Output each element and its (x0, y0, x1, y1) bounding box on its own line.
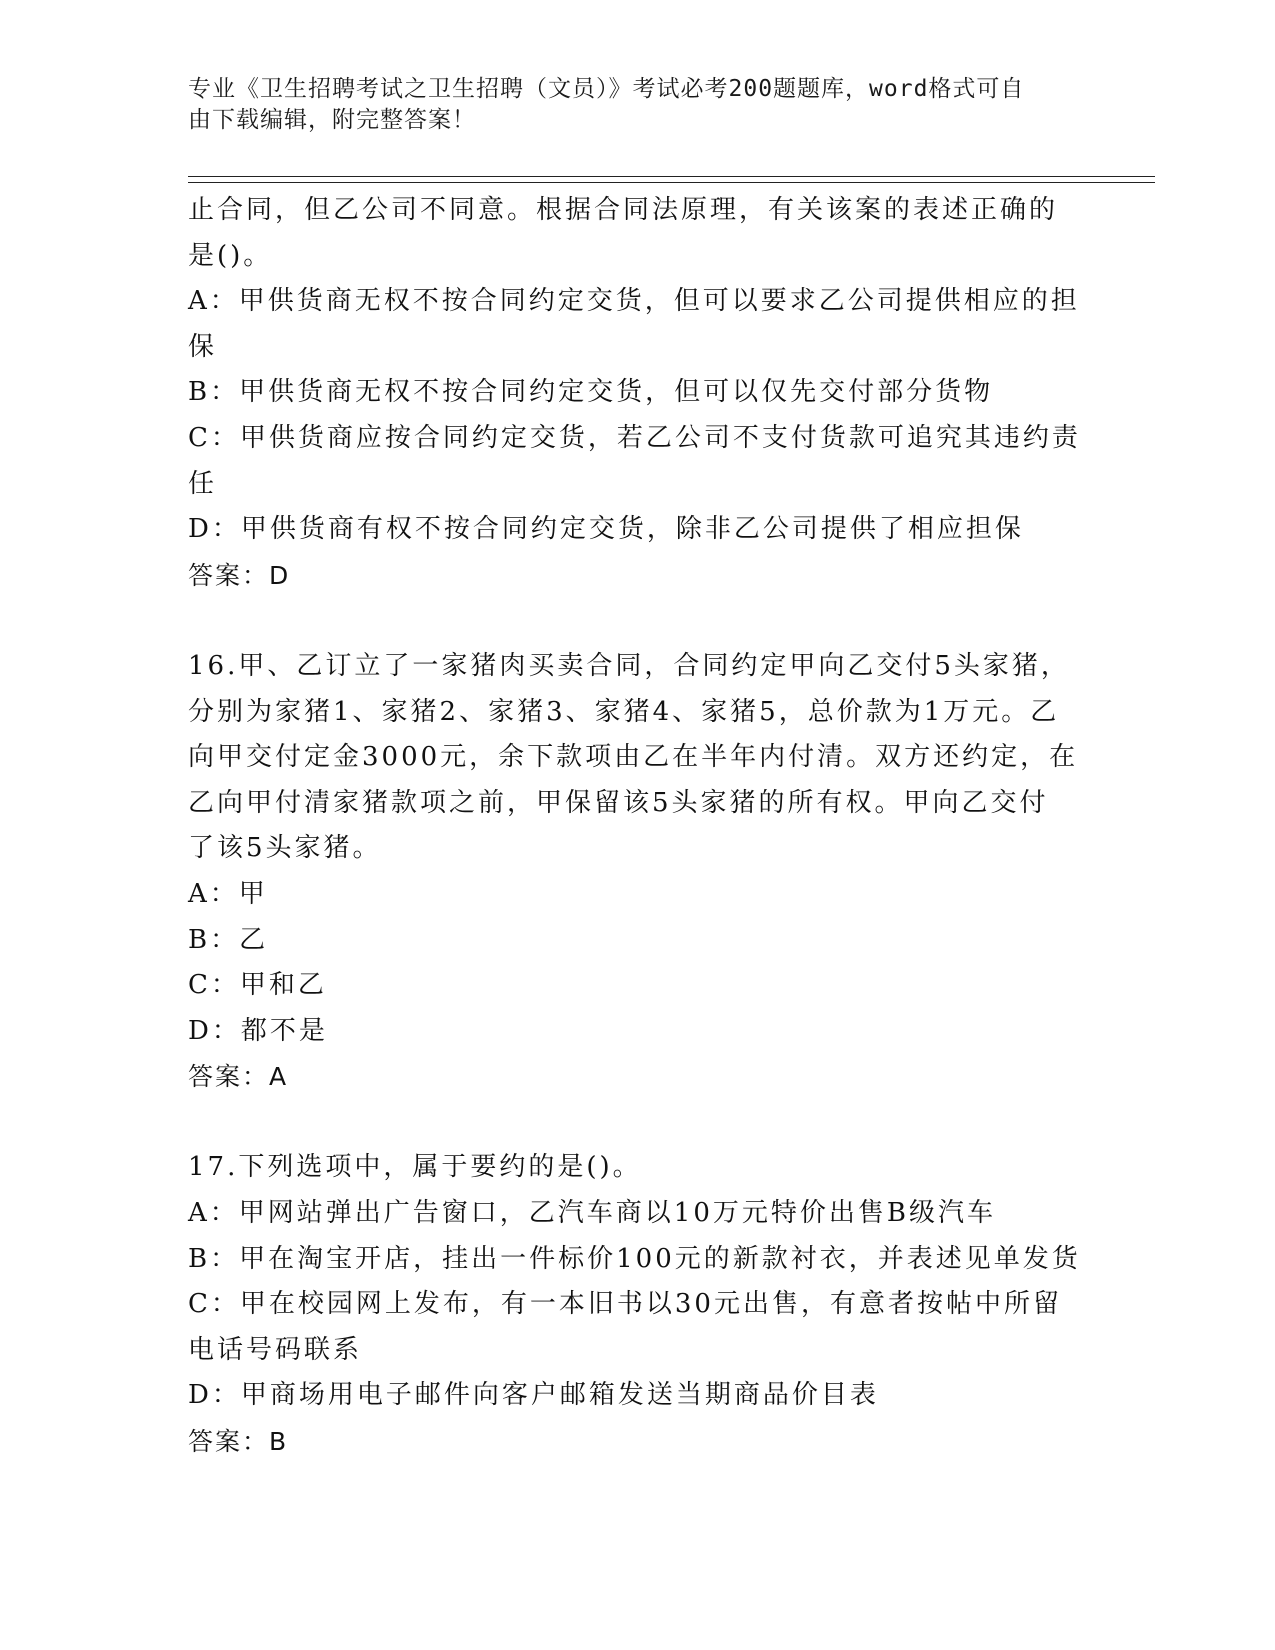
option-a: A：甲供货商无权不按合同约定交货，但可以要求乙公司提供相应的担 (188, 286, 1080, 317)
answer: 答案：B (188, 1427, 289, 1457)
option-a: A：甲 (188, 878, 268, 909)
question-17 (188, 1145, 1088, 1464)
option-b: B：甲在淘宝开店，挂出一件标价100元的新款衬衣，并表述见单发货 (188, 1243, 1081, 1274)
answer: 答案：D (188, 560, 291, 590)
option-c-continued: 电话号码联系 (188, 1334, 363, 1365)
answer: 答案：A (188, 1062, 289, 1092)
question-16 (188, 644, 1088, 1100)
option-c: C：甲在校园网上发布，有一本旧书以30元出售，有意者按帖中所留 (188, 1289, 1062, 1320)
spacer (188, 1100, 1088, 1146)
option-d: D：都不是 (188, 1015, 328, 1046)
question-stem-line: 16.甲、乙订立了一家猪肉买卖合同，合同约定甲向乙交付5头家猪， (188, 650, 1070, 681)
option-b: B：甲供货商无权不按合同约定交货，但可以仅先交付部分货物 (188, 377, 994, 408)
header-rule-bottom (188, 182, 1155, 183)
spacer (188, 598, 1088, 644)
question-stem-line: 止合同，但乙公司不同意。根据合同法原理，有关该案的表述正确的 (188, 195, 1059, 225)
option-d: D：甲供货商有权不按合同约定交货，除非乙公司提供了相应担保 (188, 514, 1024, 545)
header-line-2: 由下载编辑，附完整答案！ (188, 107, 476, 133)
question-stem-line: 分别为家猪1、家猪2、家猪3、家猪4、家猪5，总价款为1万元。乙 (188, 696, 1060, 727)
option-a-continued: 保 (188, 331, 218, 362)
option-c-continued: 任 (188, 468, 218, 499)
question-stem-line: 向甲交付定金3000元，余下款项由乙在半年内付清。双方还约定，在 (188, 742, 1079, 773)
option-d: D：甲商场用电子邮件向客户邮箱发送当期商品价目表 (188, 1380, 879, 1411)
question-stem-line: 了该5头家猪。 (188, 833, 382, 864)
option-c: C：甲供货商应按合同约定交货，若乙公司不支付货款可追究其违约责 (188, 422, 1081, 453)
option-a: A：甲网站弹出广告窗口，乙汽车商以10万元特价出售B级汽车 (188, 1198, 996, 1229)
question-stem-line: 17.下列选项中，属于要约的是()。 (188, 1152, 642, 1183)
option-c: C：甲和乙 (188, 970, 327, 1001)
question-stem-line: 乙向甲付清家猪款项之前，甲保留该5头家猪的所有权。甲向乙交付 (188, 787, 1049, 818)
header-rule-top (188, 176, 1155, 177)
question-content (188, 188, 1088, 1465)
page-header (188, 74, 1068, 136)
header-line-1: 专业《卫生招聘考试之卫生招聘（文员）》考试必考200题题库，word格式可自 (188, 76, 1025, 102)
question-stem-line: 是()。 (188, 240, 273, 271)
question-15 (188, 188, 1088, 598)
option-b: B：乙 (188, 924, 269, 955)
